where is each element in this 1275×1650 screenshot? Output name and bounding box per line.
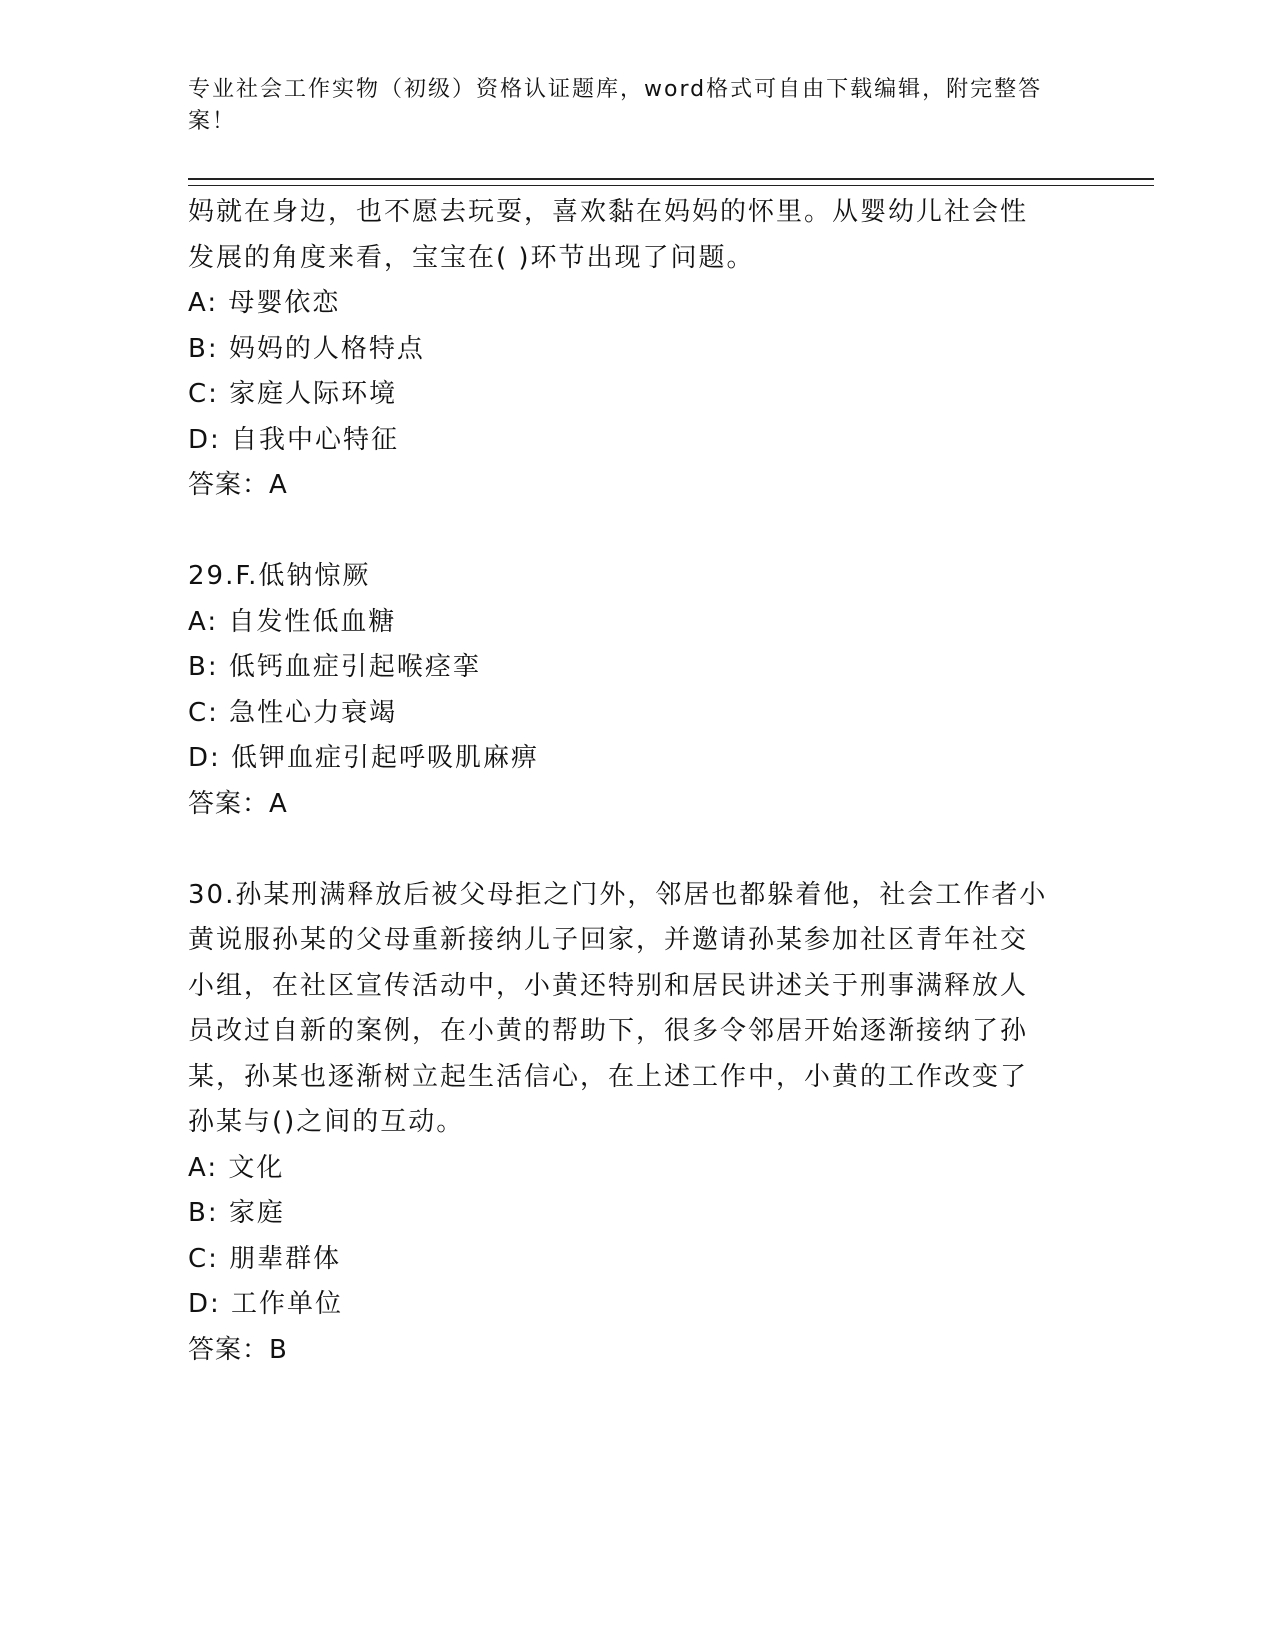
question-list: [188, 190, 1068, 1373]
option-a: A: 文化: [188, 1152, 285, 1183]
answer-line: 答案：A: [188, 470, 288, 500]
header-divider: [188, 178, 1154, 186]
question-stem-line: 某，孙某也逐渐树立起生活信心，在上述工作中，小黄的工作改变了: [188, 1061, 1029, 1092]
question-29: [188, 554, 1068, 827]
page-header: [188, 74, 1068, 138]
header-line-1: 专业社会工作实物（初级）资格认证题库，word格式可自由下载编辑，附完整答: [188, 77, 1043, 102]
question-stem-line: 妈就在身边，也不愿去玩耍，喜欢黏在妈妈的怀里。从婴幼儿社会性: [188, 197, 1029, 227]
question-28: [188, 190, 1068, 509]
question-30: [188, 873, 1068, 1374]
question-stem-line: 30.孙某刑满释放后被父母拒之门外，邻居也都躲着他，社会工作者小: [188, 879, 1048, 910]
option-b: B: 妈妈的人格特点: [188, 333, 425, 364]
option-a: A: 自发性低血糖: [188, 606, 397, 637]
spacer: [188, 827, 1068, 873]
option-d: D: 自我中心特征: [188, 424, 400, 455]
option-d: D: 工作单位: [188, 1289, 344, 1319]
answer-line: 答案：A: [188, 788, 288, 819]
header-line-2: 案！: [188, 109, 237, 134]
question-stem-line: 员改过自新的案例，在小黄的帮助下，很多令邻居开始逐渐接纳了孙: [188, 1016, 1029, 1046]
question-stem: 29.F.低钠惊厥: [188, 561, 371, 591]
answer-line: 答案：B: [188, 1334, 288, 1365]
question-stem-line: 黄说服孙某的父母重新接纳儿子回家，并邀请孙某参加社区青年社交: [188, 925, 1029, 955]
option-a: A: 母婴依恋: [188, 288, 341, 318]
spacer: [188, 509, 1068, 555]
option-d: D: 低钾血症引起呼吸肌麻痹: [188, 743, 540, 773]
option-c: C: 急性心力衰竭: [188, 697, 398, 728]
question-stem-line: 孙某与()之间的互动。: [188, 1107, 465, 1137]
option-b: B: 低钙血症引起喉痉挛: [188, 652, 481, 682]
option-b: B: 家庭: [188, 1198, 285, 1228]
option-c: C: 朋辈群体: [188, 1243, 342, 1274]
question-stem-line: 发展的角度来看，宝宝在( )环节出现了问题。: [188, 242, 755, 273]
option-c: C: 家庭人际环境: [188, 379, 398, 409]
question-stem-line: 小组，在社区宣传活动中，小黄还特别和居民讲述关于刑事满释放人: [188, 970, 1029, 1001]
